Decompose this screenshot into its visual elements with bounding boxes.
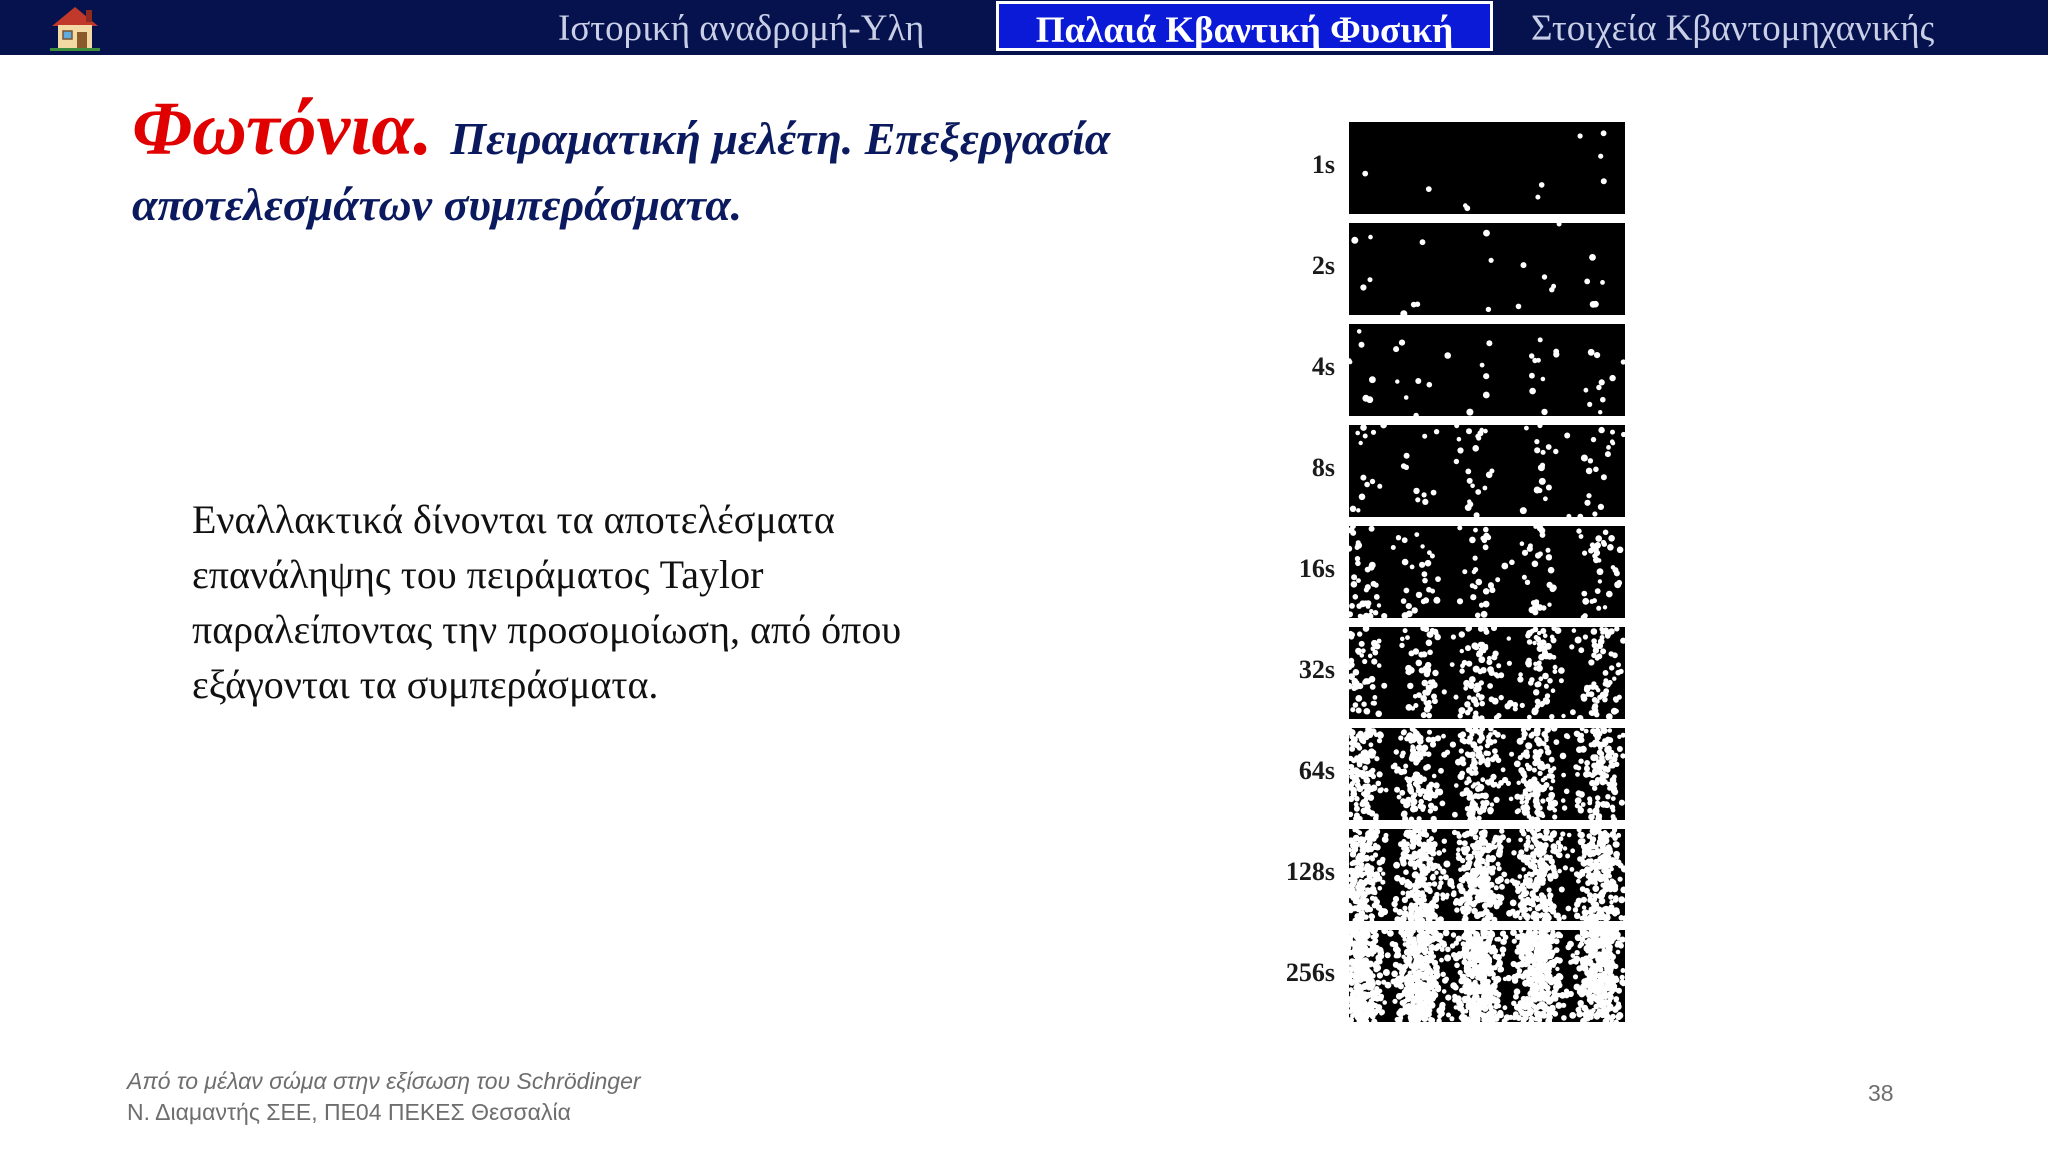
- detector-frame-image: [1349, 627, 1625, 719]
- frame-time-label: 1s: [1311, 150, 1335, 179]
- body-paragraph: [192, 492, 1012, 712]
- page-number: 38: [1868, 1080, 1894, 1106]
- title-main: Φωτόνια.: [132, 87, 433, 171]
- title-subtitle: Πειραματική μελέτη. Επεξεργασία: [450, 113, 1111, 164]
- detector-frame-image: [1349, 324, 1625, 416]
- top-navigation-bar: [0, 0, 2048, 55]
- tab-old-quantum-physics[interactable]: Παλαιά Κβαντική Φυσική: [996, 1, 1493, 51]
- detector-frame-image: [1349, 728, 1625, 820]
- detector-frame-image: [1349, 425, 1625, 517]
- detector-frame-image: [1349, 223, 1625, 315]
- frame-time-label: 64s: [1298, 756, 1335, 785]
- tab-quantum-mechanics[interactable]: Στοιχεία Κβαντομηχανικής: [1531, 8, 1935, 49]
- detector-frame-image: [1349, 829, 1625, 921]
- frame-time-label: 16s: [1298, 554, 1335, 583]
- footer-title: Από το μέλαν σώμα στην εξίσωση του Schrödinger: [127, 1068, 641, 1094]
- detector-frame-image: [1349, 930, 1625, 1022]
- title-subtitle-line2: αποτελεσμάτων συμπεράσματα.: [132, 179, 743, 230]
- frame-time-label: 256s: [1285, 958, 1335, 987]
- body-line: εξάγονται τα συμπεράσματα.: [192, 662, 659, 707]
- body-line: παραλείποντας την προσομοίωση, από όπου: [192, 607, 902, 652]
- tab-history[interactable]: Ιστορική αναδρομή-Υλη: [558, 8, 925, 49]
- footer-author: Ν. Διαμαντής ΣΕΕ, ΠΕ04 ΠΕΚΕΣ Θεσσαλία: [127, 1099, 571, 1125]
- slide-title: [132, 86, 1110, 173]
- detector-frame-image: [1349, 526, 1625, 618]
- frame-time-label: 32s: [1298, 655, 1335, 684]
- frame-time-label: 128s: [1285, 857, 1335, 886]
- body-line: Εναλλακτικά δίνονται τα αποτελέσματα: [192, 497, 835, 542]
- interference-buildup-figure: [1260, 122, 1640, 1042]
- frame-time-label: 2s: [1311, 251, 1335, 280]
- home-icon[interactable]: [48, 4, 102, 52]
- frame-time-label: 8s: [1311, 453, 1335, 482]
- body-line: επανάληψης του πειράματος Taylor: [192, 552, 764, 597]
- detector-frame-image: [1349, 122, 1625, 214]
- frame-time-label: 4s: [1311, 352, 1335, 381]
